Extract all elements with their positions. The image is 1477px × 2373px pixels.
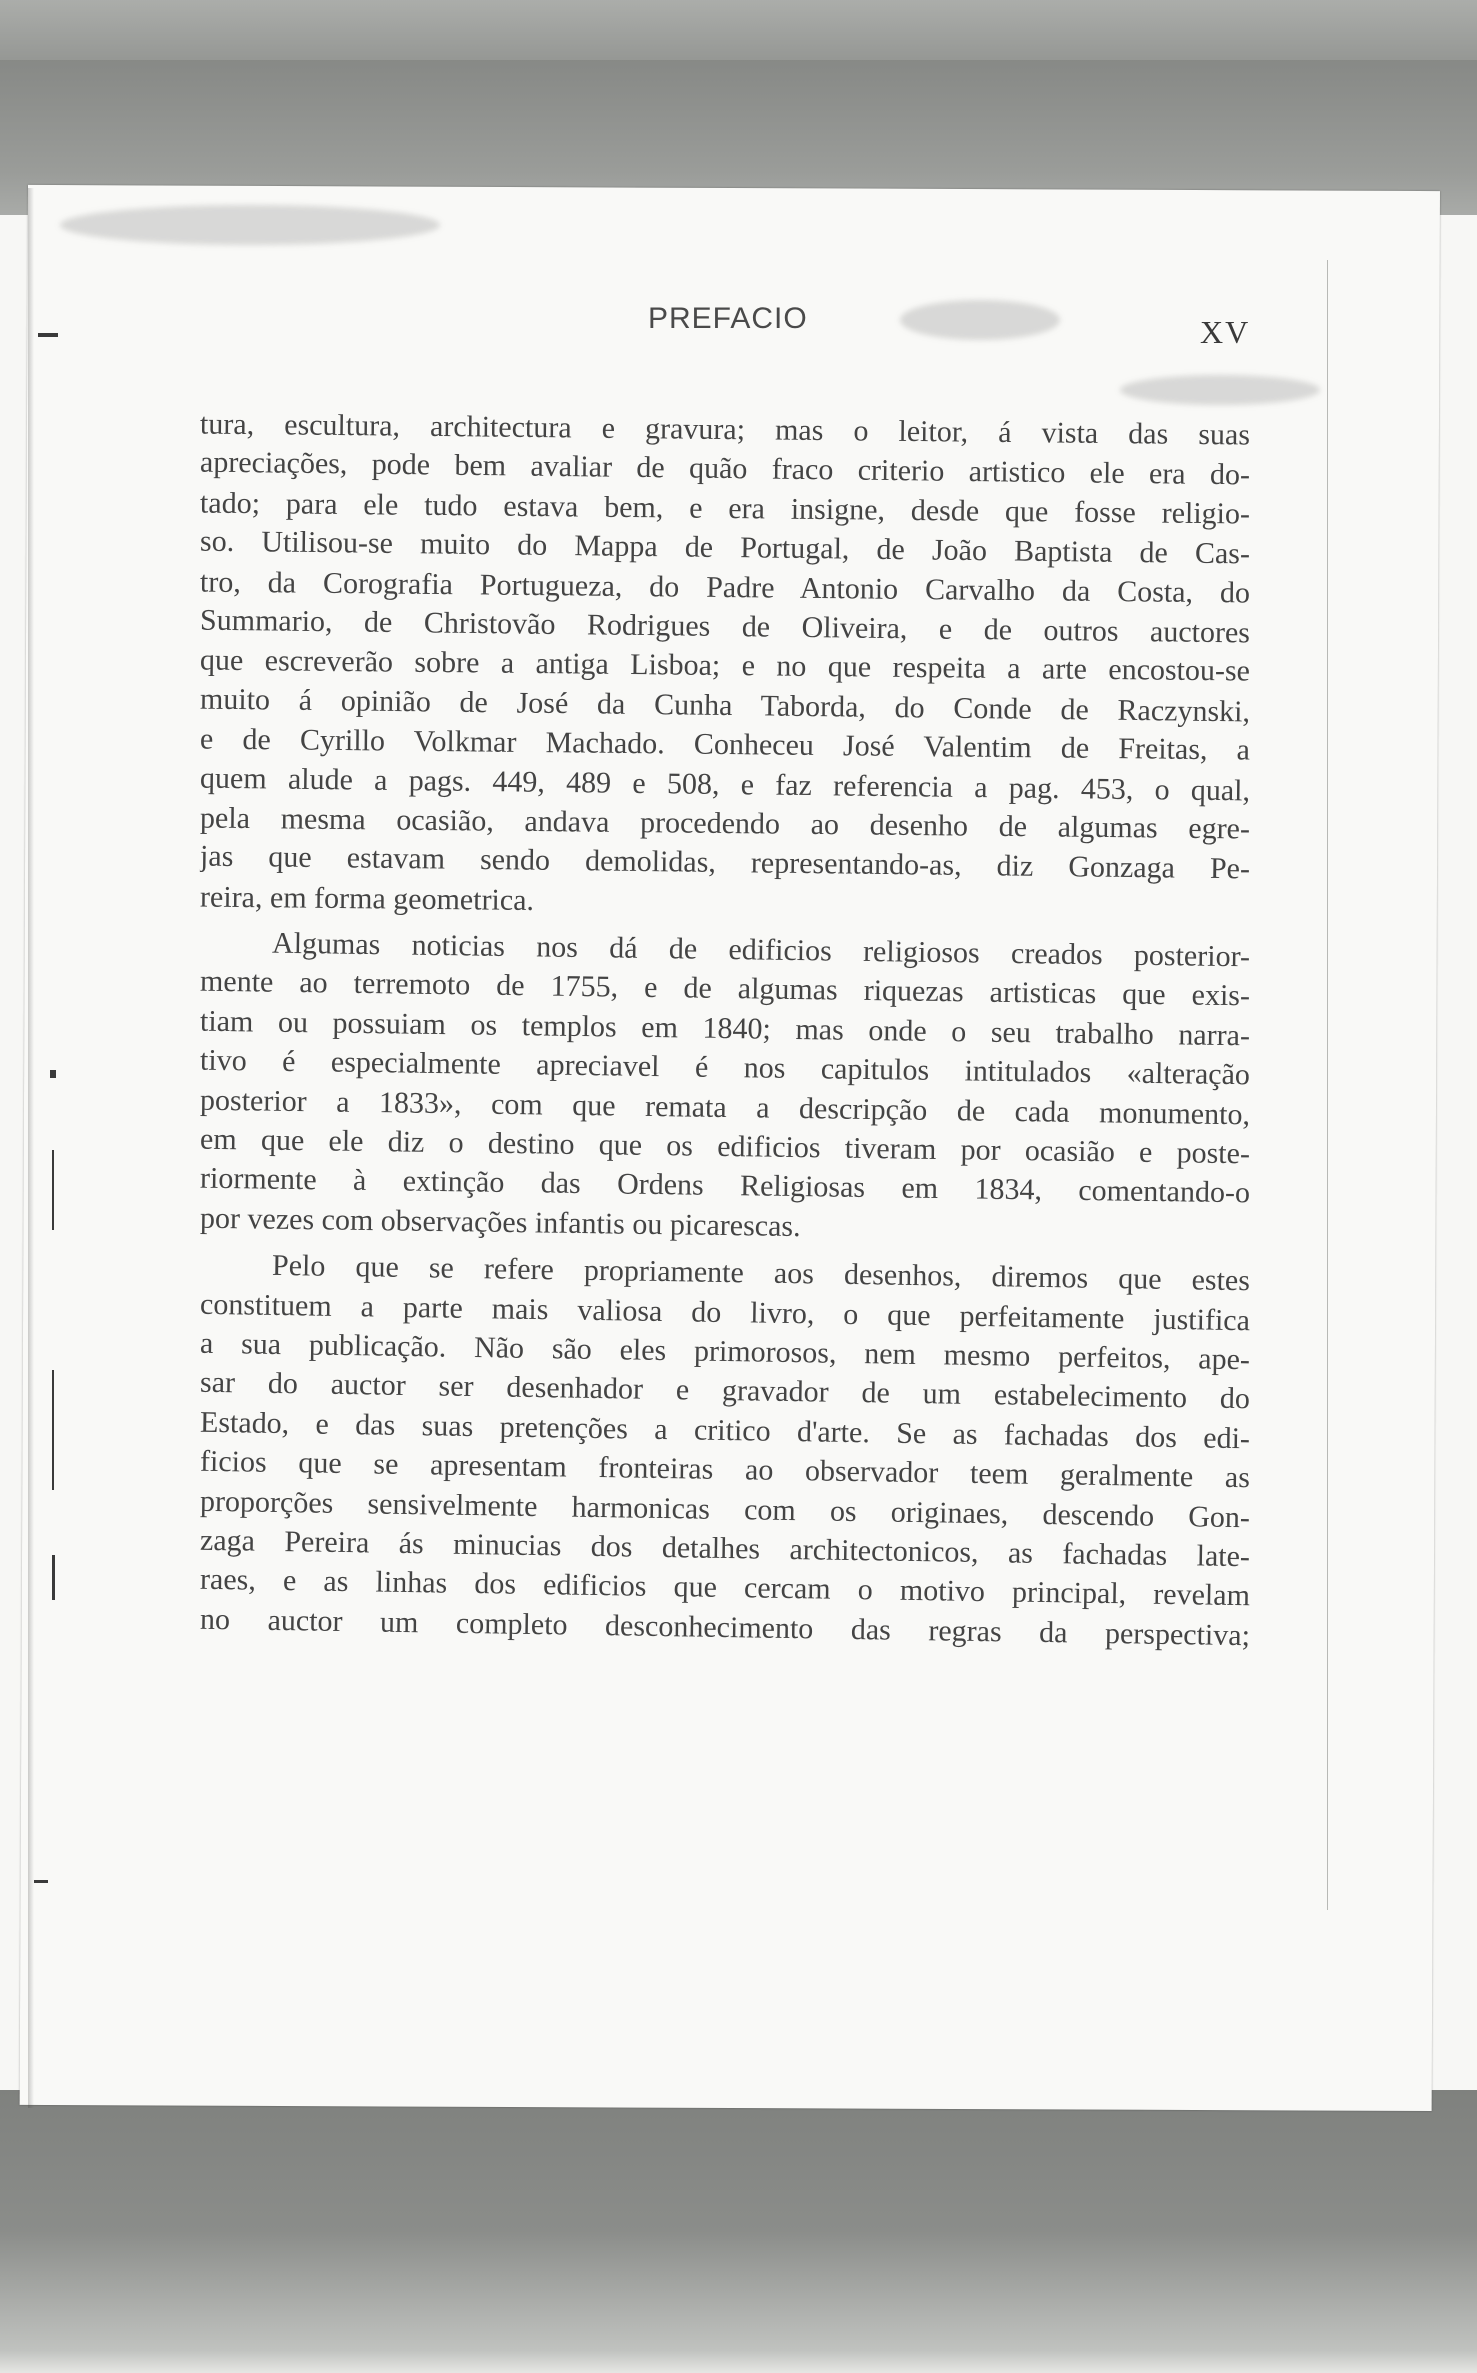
text-line: e de Cyrillo Volkmar Machado. Conheceu José Valentim de Freitas, a xyxy=(199,722,1251,767)
text-line: Summario, de Christovão Rodrigues de Oliveira, e de outros auctores xyxy=(199,603,1251,650)
text-line: posterior a 1833», com que remata a descripção de cada monumento, xyxy=(199,1083,1251,1131)
ink-smudge xyxy=(60,205,440,245)
text-line: Pelo que se refere propriamente aos desenhos, diremos que estes xyxy=(271,1249,1251,1298)
text-line: proporções sensivelmente harmonicas com os originaes, descendo Gon- xyxy=(199,1484,1251,1534)
top-scan-edge xyxy=(0,0,1477,60)
text-line: mente ao terremoto de 1755, e de algumas riquezas artisticas que exis- xyxy=(199,965,1251,1013)
text-line: reira, em forma geometrica. xyxy=(199,880,535,917)
margin-mark xyxy=(52,1555,55,1600)
paragraph xyxy=(199,407,1251,922)
text-line: a sua publicação. Não são eles primorosos, nem mesmo perfeitos, ape- xyxy=(199,1326,1251,1377)
text-line: constituem a parte mais valiosa do livro, o que perfeitamente justifica xyxy=(199,1287,1251,1337)
text-line: tura, escultura, architectura e gravura; mas o leitor, á vista das suas xyxy=(199,407,1251,452)
text-line: que escreverão sobre a antiga Lisboa; e no que respeita a arte encostou-se xyxy=(199,643,1251,688)
body-text xyxy=(199,407,1251,1652)
text-line: ficios que se apresentam fronteiras ao observador teem geralmente as xyxy=(199,1444,1251,1495)
ink-smudge xyxy=(1120,375,1320,405)
margin-mark xyxy=(52,1370,54,1490)
text-line: pela mesma ocasião, andava procedendo ao desenho de algumas egre- xyxy=(199,801,1251,846)
sheet-edge-shadow xyxy=(28,188,34,2108)
bottom-scan-border xyxy=(0,2090,1477,2373)
text-line: Estado, e das suas pretenções a critico d'arte. Se as fachadas dos edi- xyxy=(199,1405,1251,1456)
margin-mark xyxy=(52,1150,54,1230)
text-line: no auctor um completo desconhecimento das regras da perspectiva; xyxy=(199,1602,1251,1652)
text-line: riormente à extinção das Ordens Religiosas em 1834, comentando-o xyxy=(199,1162,1251,1210)
page-header xyxy=(0,302,1477,352)
text-line: jas que estavam sendo demolidas, representando-as, diz Gonzaga Pe- xyxy=(199,839,1251,886)
text-line: tivo é especialmente apreciavel é nos capitulos intitulados «alteração xyxy=(199,1043,1251,1092)
paragraph xyxy=(199,926,1251,1245)
text-line: sar do auctor ser desenhador e gravador de um estabelecimento do xyxy=(199,1366,1251,1416)
text-line: zaga Pereira ás minucias dos detalhes architectonicos, as fachadas late- xyxy=(199,1523,1251,1574)
text-line: raes, e as linhas dos edificios que cercam o motivo principal, revelam xyxy=(199,1563,1251,1613)
text-line: quem alude a pags. 449, 489 e 508, e faz referencia a pag. 453, o qual, xyxy=(199,761,1251,807)
text-line: em que ele diz o destino que os edificios tiveram por ocasião e poste- xyxy=(199,1122,1251,1171)
paragraph xyxy=(199,1249,1251,1652)
margin-mark xyxy=(34,1880,48,1883)
text-line: por vezes com observações infantis ou picarescas. xyxy=(199,1201,801,1243)
running-head: PREFACIO xyxy=(648,302,808,335)
text-line: apreciações, pode bem avaliar de quão fraco criterio artistico ele era do- xyxy=(199,445,1251,492)
right-margin-rule xyxy=(1327,260,1328,1910)
text-line: tado; para ele tudo estava bem, e era insigne, desde que fosse religio- xyxy=(199,486,1251,531)
text-line: so. Utilisou-se muito do Mappa de Portugal, de João Baptista de Cas- xyxy=(199,524,1251,571)
text-line: Algumas noticias nos dá de edificios religiosos creados posterior- xyxy=(271,926,1251,974)
text-line: tiam ou possuiam os templos em 1840; mas onde o seu trabalho narra- xyxy=(199,1004,1251,1053)
text-line: muito á opinião de José da Cunha Taborda, do Conde de Raczynski, xyxy=(199,682,1251,729)
page-number: XV xyxy=(1200,314,1251,350)
margin-mark xyxy=(50,1070,56,1078)
text-line: tro, da Corografia Portugueza, do Padre Antonio Carvalho da Costa, do xyxy=(199,565,1251,610)
